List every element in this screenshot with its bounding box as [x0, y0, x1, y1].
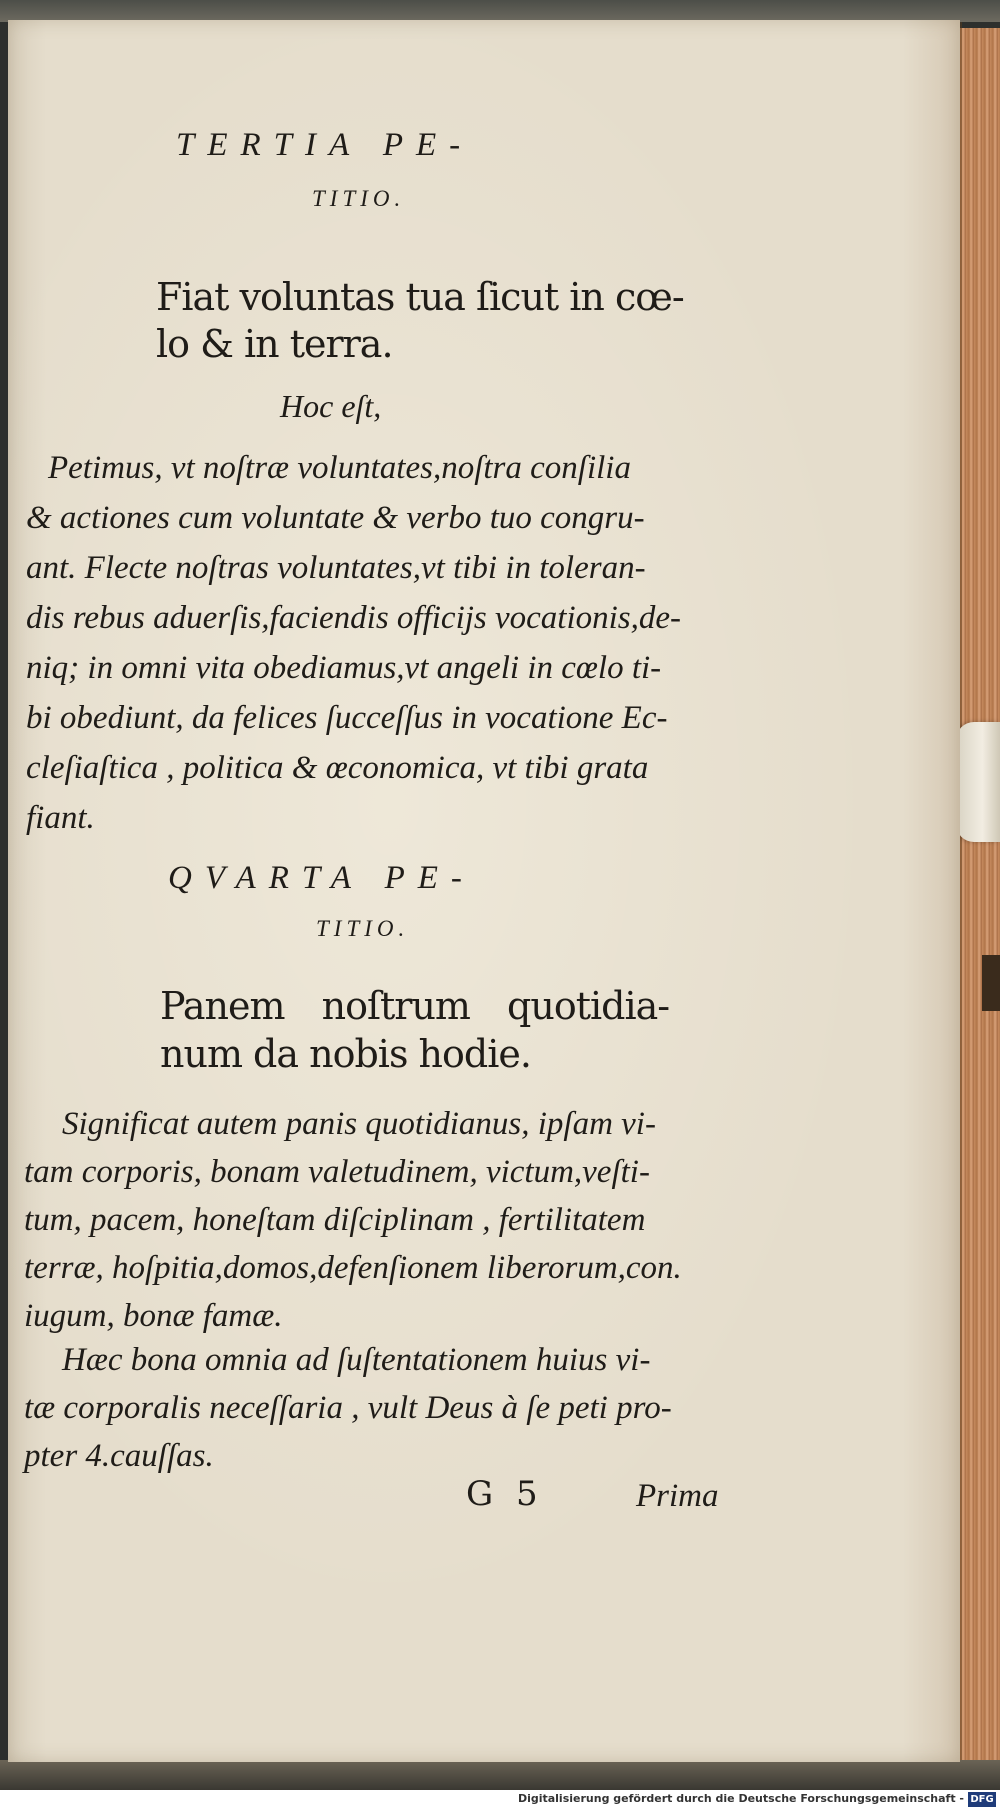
page-clip: [956, 722, 1000, 842]
heading-quarta-petitio-cont: TITIO.: [316, 916, 410, 941]
commentary-4-line-7: tæ corporalis neceſſaria , vult Deus à ſe peti pro-: [24, 1390, 672, 1426]
commentary-3-line-2: & actiones cum voluntate & verbo tuo congru-: [26, 500, 645, 536]
petition-4-line-1: Panem noſtrum quotidia-: [160, 984, 670, 1028]
petition-4-line-2: num da nobis hodie.: [160, 1032, 531, 1076]
commentary-4-line-2: tam corporis, bonam valetudinem, victum,veſti-: [24, 1154, 650, 1190]
heading-tertia-petitio-cont: TITIO.: [312, 186, 406, 211]
edge-mark: [982, 955, 1000, 1011]
commentary-4-line-6: Hæc bona omnia ad ſuſtentationem huius vi-: [62, 1342, 651, 1378]
commentary-3-line-5: niq; in omni vita obediamus,vt angeli in cœlo ti-: [26, 650, 662, 686]
commentary-4-line-1: Significat autem panis quotidianus, ipſam vi-: [62, 1106, 656, 1142]
commentary-4-line-3: tum, pacem, honeſtam diſciplinam , fertilitatem: [24, 1202, 646, 1238]
commentary-4-line-5: iugum, bonæ famæ.: [24, 1298, 283, 1334]
scanner-bottom-edge: [0, 1760, 1000, 1790]
catchword: Prima: [636, 1478, 719, 1514]
commentary-4-line-8: pter 4.cauſſas.: [24, 1438, 214, 1474]
dfg-logo: DFG: [968, 1792, 996, 1807]
petition-3-line-2: lo & in terra.: [156, 322, 393, 366]
commentary-3-line-7: cleſiaſtica , politica & œconomica, vt tibi grata: [26, 750, 649, 786]
scanner-top-edge: [0, 0, 1000, 22]
credit-text: Digitalisierung gefördert durch die Deutsche Forschungsgemeinschaft -: [517, 1792, 964, 1805]
heading-quarta-petitio: QVARTA PE-: [168, 860, 475, 896]
heading-tertia-petitio: TERTIA PE-: [176, 127, 474, 163]
book-page: [8, 20, 960, 1762]
hoc-est-label: Hoc eſt,: [280, 388, 382, 424]
commentary-3-line-1: Petimus, vt noſtræ voluntates,noſtra conſilia: [48, 450, 631, 486]
commentary-3-line-8: fiant.: [26, 800, 95, 836]
commentary-3-line-6: bi obediunt, da felices ſucceſſus in vocatione Ec-: [26, 700, 668, 736]
petition-3-line-1: Fiat voluntas tua ſicut in cœ-: [156, 275, 684, 319]
signature-mark: G 5: [466, 1474, 544, 1514]
commentary-4-line-4: terræ, hoſpitia,domos,defenſionem liberorum,con.: [24, 1250, 682, 1286]
credit-bar: [0, 1790, 1000, 1810]
book-fore-edge: [958, 28, 1000, 1768]
commentary-3-line-4: dis rebus aduerſis,faciendis officijs vocationis,de-: [26, 600, 682, 636]
commentary-3-line-3: ant. Flecte noſtras voluntates,vt tibi in toleran-: [26, 550, 646, 586]
